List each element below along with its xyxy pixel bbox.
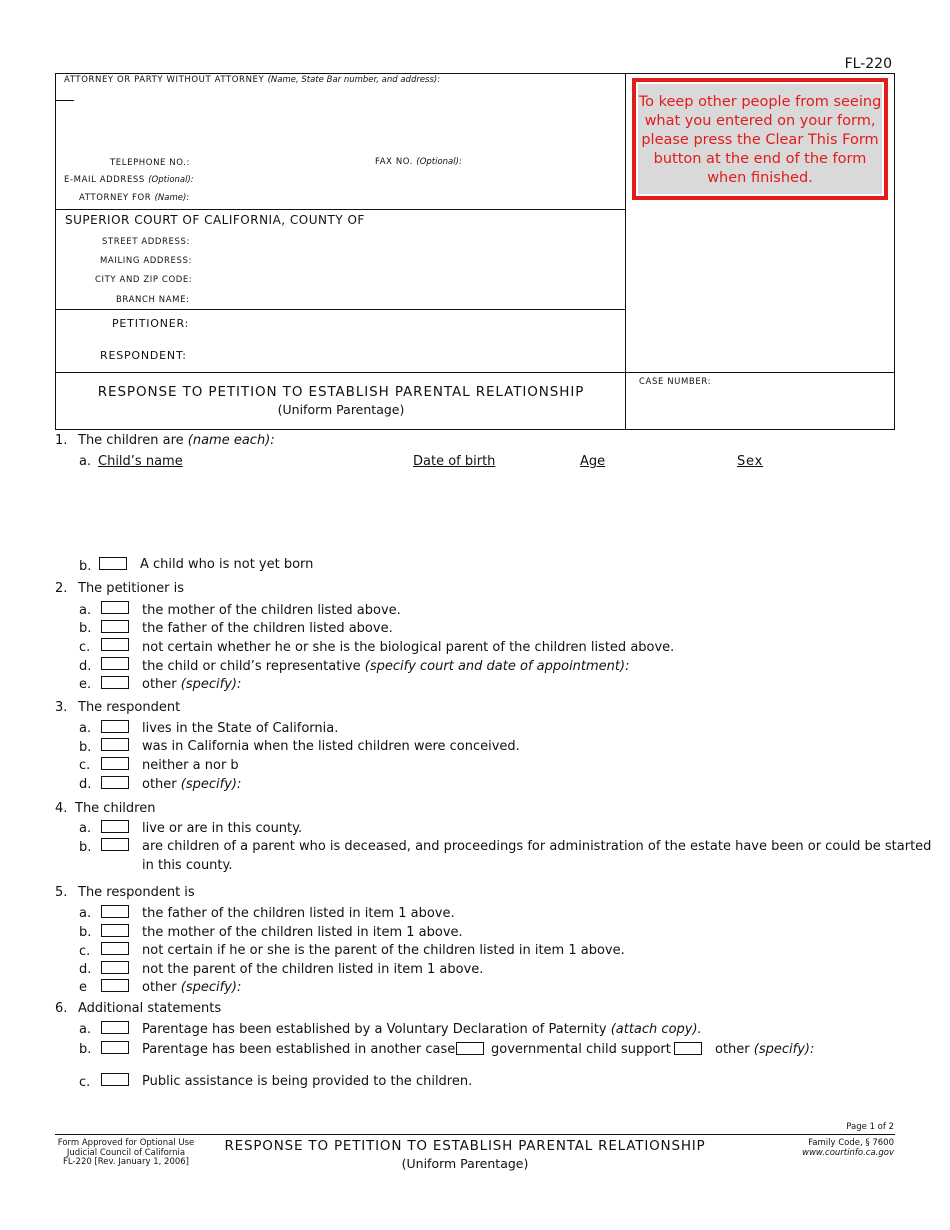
item2-c-text: not certain whether he or she is the biological parent of the children listed above.: [142, 640, 675, 655]
privacy-notice-text: To keep other people from seeing what you entered on your form, please press the Clear This Form button at the end of the form when finished.: [638, 84, 882, 194]
court-label: SUPERIOR COURT OF CALIFORNIA, COUNTY OF: [65, 213, 365, 227]
children-list-field[interactable]: [96, 476, 886, 548]
item3-a-letter: a.: [79, 721, 92, 736]
telephone-label: TELEPHONE NO.:: [110, 158, 190, 168]
city-zip-label: CITY AND ZIP CODE:: [95, 275, 193, 285]
respondent-field[interactable]: [192, 346, 612, 364]
item2-a-text: the mother of the children listed above.: [142, 603, 401, 618]
another-case-checkbox[interactable]: [101, 1041, 129, 1054]
item1-b-text: A child who is not yet born: [140, 557, 314, 572]
footer-rule: [55, 1134, 895, 1135]
respondent-uncertain-checkbox[interactable]: [101, 942, 129, 955]
form-number: FL-220: [844, 56, 892, 72]
item5-b-letter: b.: [79, 925, 92, 940]
col-date-of-birth: Date of birth: [413, 454, 496, 469]
respondent-other-checkbox[interactable]: [101, 776, 129, 789]
item4-b-text-line2: in this county.: [142, 858, 233, 873]
item4-b-text-line1: are children of a parent who is deceased, and proceedings for administration of the estate have been or could be started: [142, 839, 932, 854]
item4-a-text: live or are in this county.: [142, 821, 303, 836]
item6-b-option1: governmental child support: [491, 1042, 671, 1057]
item6-b-text: Parentage has been established in another case: [142, 1042, 456, 1057]
child-support-case-checkbox[interactable]: [456, 1042, 484, 1055]
footer-council: Judicial Council of California: [66, 1147, 186, 1158]
item3-d-letter: d.: [79, 777, 92, 792]
children-deceased-parent-checkbox[interactable]: [101, 838, 129, 851]
petitioner-mother-checkbox[interactable]: [101, 601, 129, 614]
city-zip-field[interactable]: [192, 272, 612, 287]
attorney-for-field[interactable]: [192, 190, 612, 206]
item5-a-letter: a.: [79, 906, 92, 921]
item4-number: 4.: [55, 801, 68, 816]
branch-name-label: BRANCH NAME:: [116, 295, 190, 305]
children-in-county-checkbox[interactable]: [101, 820, 129, 833]
form-title: RESPONSE TO PETITION TO ESTABLISH PARENTAL RELATIONSHIP: [97, 384, 585, 400]
petitioner-uncertain-checkbox[interactable]: [101, 638, 129, 651]
attorney-label: ATTORNEY OR PARTY WITHOUT ATTORNEY (Name, State Bar number, and address):: [64, 75, 441, 85]
item6-b-option2: other (specify):: [715, 1042, 815, 1057]
footer-right: [802, 1139, 894, 1158]
item3-b-text: was in California when the listed children were conceived.: [142, 739, 520, 754]
item3-c-text: neither a nor b: [142, 758, 239, 773]
voluntary-declaration-checkbox[interactable]: [101, 1021, 129, 1034]
item3-number: 3.: [55, 700, 68, 715]
petitioner-father-checkbox[interactable]: [101, 620, 129, 633]
item5-a-text: the father of the children listed in item 1 above.: [142, 906, 455, 921]
petitioner-other-checkbox[interactable]: [101, 676, 129, 689]
respondent-california-checkbox[interactable]: [101, 720, 129, 733]
footer-revision: FL-220 [Rev. January 1, 2006]: [63, 1157, 189, 1167]
fax-field[interactable]: [460, 154, 620, 170]
item3-c-letter: c.: [79, 758, 91, 773]
unborn-child-checkbox[interactable]: [99, 557, 127, 570]
branch-name-field[interactable]: [192, 292, 612, 307]
telephone-field[interactable]: [192, 154, 362, 170]
petitioner-label: PETITIONER:: [112, 317, 190, 330]
mailing-address-label: MAILING ADDRESS:: [100, 256, 192, 266]
respondent-not-parent-checkbox[interactable]: [101, 961, 129, 974]
caption-rule: [55, 209, 626, 210]
mailing-address-field[interactable]: [192, 253, 612, 268]
item2-d-text: the child or child’s representative (specify court and date of appointment):: [142, 659, 630, 674]
footer-title: RESPONSE TO PETITION TO ESTABLISH PARENTAL RELATIONSHIP: [224, 1138, 706, 1154]
case-number-label: CASE NUMBER:: [639, 377, 712, 387]
petitioner-field[interactable]: [192, 314, 612, 332]
street-address-label: STREET ADDRESS:: [102, 237, 190, 247]
item5-b-text: the mother of the children listed in item 1 above.: [142, 925, 463, 940]
attorney-name-field[interactable]: [64, 92, 614, 152]
respondent-neither-checkbox[interactable]: [101, 757, 129, 770]
item2-text: The petitioner is: [78, 581, 185, 596]
item1-b-letter: b.: [79, 559, 92, 574]
respondent-is-mother-checkbox[interactable]: [101, 924, 129, 937]
item2-number: 2.: [55, 581, 68, 596]
col-childs-name: Child’s name: [98, 454, 183, 469]
respondent-conceived-checkbox[interactable]: [101, 738, 129, 751]
footer-approval: Form Approved for Optional Use: [57, 1138, 195, 1148]
privacy-notice: [632, 78, 888, 200]
item4-b-letter: b.: [79, 840, 92, 855]
footer-subtitle: (Uniform Parentage): [401, 1156, 529, 1171]
email-label: E-MAIL ADDRESS (Optional):: [64, 175, 194, 185]
item6-a-text: Parentage has been established by a Voluntary Declaration of Paternity (attach copy).: [142, 1022, 702, 1037]
item6-c-text: Public assistance is being provided to the children.: [142, 1074, 473, 1089]
item6-b-letter: b.: [79, 1042, 92, 1057]
item4-text: The children: [75, 801, 156, 816]
col-age: Age: [580, 454, 606, 469]
item5-d-text: not the parent of the children listed in item 1 above.: [142, 962, 484, 977]
item3-a-text: lives in the State of California.: [142, 721, 339, 736]
item2-d-letter: d.: [79, 659, 92, 674]
attorney-for-label: ATTORNEY FOR (Name):: [79, 193, 190, 203]
item5-e-letter: e: [79, 980, 87, 995]
fax-label: FAX NO. (Optional):: [375, 157, 462, 167]
item2-c-letter: c.: [79, 640, 91, 655]
email-field[interactable]: [192, 172, 612, 188]
caption-divider: [625, 73, 626, 430]
page-indicator: Page 1 of 2: [846, 1122, 894, 1132]
item6-number: 6.: [55, 1001, 68, 1016]
item5-d-letter: d.: [79, 962, 92, 977]
footer-code: Family Code, § 7600: [808, 1138, 894, 1148]
item5-number: 5.: [55, 885, 68, 900]
respondent-is-father-checkbox[interactable]: [101, 905, 129, 918]
item6-text: Additional statements: [78, 1001, 222, 1016]
item4-a-letter: a.: [79, 821, 92, 836]
other-case-checkbox[interactable]: [674, 1042, 702, 1055]
item3-text: The respondent: [78, 700, 181, 715]
item1-text: The children are (name each):: [78, 433, 275, 448]
item5-c-letter: c.: [79, 944, 91, 959]
item2-b-letter: b.: [79, 621, 92, 636]
item5-e-text: other (specify):: [142, 980, 242, 995]
case-number-field[interactable]: [636, 390, 888, 424]
footer-left: [55, 1139, 197, 1168]
item3-d-text: other (specify):: [142, 777, 242, 792]
petitioner-child-rep-checkbox[interactable]: [101, 657, 129, 670]
respondent-label: RESPONDENT:: [100, 349, 187, 362]
item2-e-letter: e.: [79, 677, 92, 692]
item2-a-letter: a.: [79, 603, 92, 618]
item5-c-text: not certain if he or she is the parent of the children listed in item 1 above.: [142, 943, 625, 958]
form-subtitle: (Uniform Parentage): [277, 402, 405, 417]
item5-text: The respondent is: [78, 885, 195, 900]
street-address-field[interactable]: [192, 234, 612, 249]
item2-e-text: other (specify):: [142, 677, 242, 692]
item6-c-letter: c.: [79, 1075, 91, 1090]
footer-website-link[interactable]: www.courtinfo.ca.gov: [802, 1147, 894, 1158]
item2-b-text: the father of the children listed above.: [142, 621, 393, 636]
item6-a-letter: a.: [79, 1022, 92, 1037]
item1-number: 1.: [55, 433, 68, 448]
respondent-is-other-checkbox[interactable]: [101, 979, 129, 992]
caption-rule: [55, 372, 895, 373]
public-assistance-checkbox[interactable]: [101, 1073, 129, 1086]
caption-rule: [55, 309, 626, 310]
item1-a-letter: a.: [79, 454, 92, 469]
item3-b-letter: b.: [79, 740, 92, 755]
col-sex: Sex: [737, 454, 764, 469]
